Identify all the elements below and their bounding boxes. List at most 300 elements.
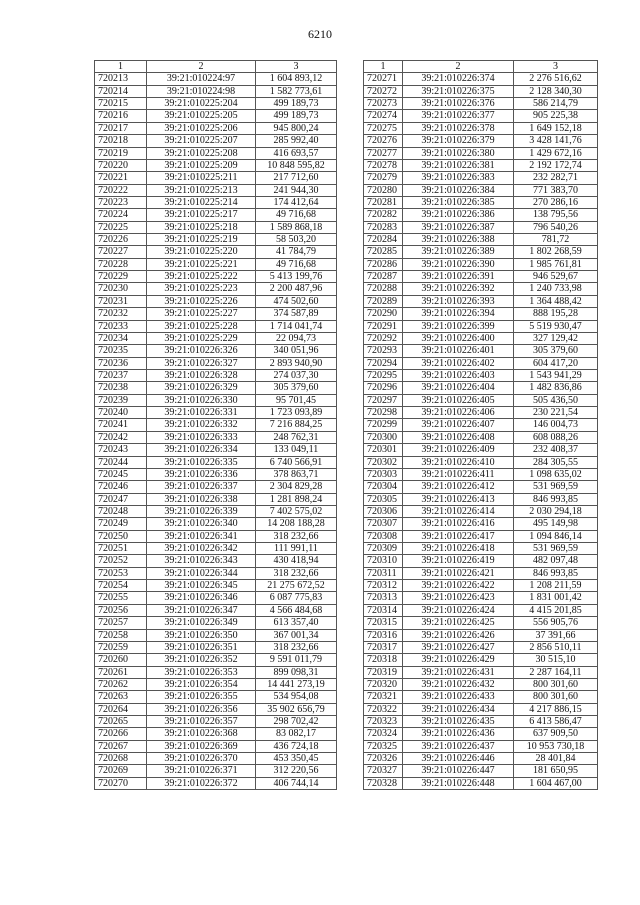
cadastral-number-cell: 39:21:010226:424 <box>403 604 514 616</box>
cadastral-number-cell: 39:21:010226:383 <box>403 172 514 184</box>
table-row <box>95 394 337 406</box>
value-cell: 899 098,31 <box>256 666 337 678</box>
table-row <box>364 753 598 765</box>
record-number-cell: 720283 <box>364 221 403 233</box>
record-number-cell: 720253 <box>95 567 147 579</box>
cadastral-number-cell: 39:21:010226:401 <box>403 345 514 357</box>
cadastral-number-cell: 39:21:010226:410 <box>403 456 514 468</box>
register-table-right <box>363 60 598 790</box>
value-cell: 604 417,20 <box>514 357 598 369</box>
cadastral-number-cell: 39:21:010226:434 <box>403 703 514 715</box>
record-number-cell: 720299 <box>364 419 403 431</box>
column-header: 3 <box>256 61 337 73</box>
cadastral-number-cell: 39:21:010226:344 <box>147 567 256 579</box>
record-number-cell: 720316 <box>364 629 403 641</box>
cadastral-number-cell: 39:21:010224:98 <box>147 85 256 97</box>
value-cell: 1 543 941,29 <box>514 369 598 381</box>
cadastral-number-cell: 39:21:010226:422 <box>403 580 514 592</box>
table-row <box>95 308 337 320</box>
cadastral-number-cell: 39:21:010226:384 <box>403 184 514 196</box>
record-number-cell: 720319 <box>364 666 403 678</box>
record-number-cell: 720314 <box>364 604 403 616</box>
value-cell: 499 189,73 <box>256 98 337 110</box>
cadastral-number-cell: 39:21:010226:380 <box>403 147 514 159</box>
table-row <box>95 493 337 505</box>
value-cell: 499 189,73 <box>256 110 337 122</box>
record-number-cell: 720250 <box>95 530 147 542</box>
record-number-cell: 720278 <box>364 159 403 171</box>
value-cell: 14 208 188,28 <box>256 518 337 530</box>
table-row <box>364 85 598 97</box>
record-number-cell: 720268 <box>95 753 147 765</box>
table-row <box>364 234 598 246</box>
cadastral-number-cell: 39:21:010226:413 <box>403 493 514 505</box>
value-cell: 1 831 001,42 <box>514 592 598 604</box>
cadastral-number-cell: 39:21:010226:331 <box>147 407 256 419</box>
record-number-cell: 720289 <box>364 295 403 307</box>
value-cell: 2 030 294,18 <box>514 505 598 517</box>
value-cell: 846 993,85 <box>514 493 598 505</box>
record-number-cell: 720262 <box>95 678 147 690</box>
value-cell: 28 401,84 <box>514 753 598 765</box>
record-number-cell: 720276 <box>364 135 403 147</box>
column-header: 3 <box>514 61 598 73</box>
table-row <box>364 159 598 171</box>
record-number-cell: 720277 <box>364 147 403 159</box>
record-number-cell: 720270 <box>95 777 147 789</box>
cadastral-number-cell: 39:21:010226:333 <box>147 431 256 443</box>
value-cell: 637 909,50 <box>514 728 598 740</box>
record-number-cell: 720215 <box>95 98 147 110</box>
cadastral-number-cell: 39:21:010226:400 <box>403 332 514 344</box>
table-row <box>95 716 337 728</box>
cadastral-number-cell: 39:21:010225:207 <box>147 135 256 147</box>
column-header: 1 <box>95 61 147 73</box>
table-row <box>95 666 337 678</box>
value-cell: 4 217 886,15 <box>514 703 598 715</box>
record-number-cell: 720240 <box>95 407 147 419</box>
cadastral-number-cell: 39:21:010226:433 <box>403 691 514 703</box>
record-number-cell: 720302 <box>364 456 403 468</box>
value-cell: 83 082,17 <box>256 728 337 740</box>
cadastral-number-cell: 39:21:010226:392 <box>403 283 514 295</box>
value-cell: 771 383,70 <box>514 184 598 196</box>
record-number-cell: 720281 <box>364 196 403 208</box>
cadastral-number-cell: 39:21:010226:418 <box>403 543 514 555</box>
record-number-cell: 720271 <box>364 73 403 85</box>
cadastral-number-cell: 39:21:010226:417 <box>403 530 514 542</box>
table-row <box>364 716 598 728</box>
record-number-cell: 720275 <box>364 122 403 134</box>
value-cell: 5 413 199,76 <box>256 271 337 283</box>
value-cell: 800 301,60 <box>514 678 598 690</box>
cadastral-number-cell: 39:21:010226:341 <box>147 530 256 542</box>
table-row <box>95 85 337 97</box>
record-number-cell: 720238 <box>95 382 147 394</box>
table-row <box>95 641 337 653</box>
record-number-cell: 720220 <box>95 159 147 171</box>
value-cell: 1 714 041,74 <box>256 320 337 332</box>
cadastral-number-cell: 39:21:010226:349 <box>147 617 256 629</box>
record-number-cell: 720312 <box>364 580 403 592</box>
cadastral-number-cell: 39:21:010226:372 <box>147 777 256 789</box>
table-row <box>364 765 598 777</box>
table-row <box>95 654 337 666</box>
cadastral-number-cell: 39:21:010226:355 <box>147 691 256 703</box>
table-row <box>95 209 337 221</box>
cadastral-number-cell: 39:21:010226:374 <box>403 73 514 85</box>
value-cell: 436 724,18 <box>256 740 337 752</box>
record-number-cell: 720315 <box>364 617 403 629</box>
table-row <box>95 320 337 332</box>
cadastral-number-cell: 39:21:010225:205 <box>147 110 256 122</box>
record-number-cell: 720294 <box>364 357 403 369</box>
table-row <box>95 518 337 530</box>
value-cell: 318 232,66 <box>256 530 337 542</box>
cadastral-number-cell: 39:21:010225:208 <box>147 147 256 159</box>
record-number-cell: 720269 <box>95 765 147 777</box>
record-number-cell: 720244 <box>95 456 147 468</box>
value-cell: 174 412,64 <box>256 196 337 208</box>
cadastral-number-cell: 39:21:010226:448 <box>403 777 514 789</box>
value-cell: 298 702,42 <box>256 716 337 728</box>
record-number-cell: 720267 <box>95 740 147 752</box>
table-row <box>364 172 598 184</box>
cadastral-number-cell: 39:21:010226:405 <box>403 394 514 406</box>
cadastral-number-cell: 39:21:010226:330 <box>147 394 256 406</box>
value-cell: 1 240 733,98 <box>514 283 598 295</box>
table-row <box>95 98 337 110</box>
cadastral-number-cell: 39:21:010225:204 <box>147 98 256 110</box>
column-header: 2 <box>147 61 256 73</box>
value-cell: 305 379,60 <box>256 382 337 394</box>
table-row <box>364 592 598 604</box>
table-row <box>95 456 337 468</box>
cadastral-number-cell: 39:21:010226:336 <box>147 468 256 480</box>
value-cell: 2 128 340,30 <box>514 85 598 97</box>
cadastral-number-cell: 39:21:010225:206 <box>147 122 256 134</box>
cadastral-number-cell: 39:21:010226:335 <box>147 456 256 468</box>
table-row <box>364 110 598 122</box>
table-row <box>95 604 337 616</box>
cadastral-number-cell: 39:21:010226:412 <box>403 481 514 493</box>
record-number-cell: 720305 <box>364 493 403 505</box>
value-cell: 416 693,57 <box>256 147 337 159</box>
value-cell: 905 225,38 <box>514 110 598 122</box>
value-cell: 2 287 164,11 <box>514 666 598 678</box>
value-cell: 49 716,68 <box>256 258 337 270</box>
value-cell: 531 969,59 <box>514 481 598 493</box>
record-number-cell: 720242 <box>95 431 147 443</box>
cadastral-number-cell: 39:21:010226:332 <box>147 419 256 431</box>
value-cell: 248 762,31 <box>256 431 337 443</box>
record-number-cell: 720259 <box>95 641 147 653</box>
table-row <box>95 135 337 147</box>
cadastral-number-cell: 39:21:010226:419 <box>403 555 514 567</box>
record-number-cell: 720311 <box>364 567 403 579</box>
table-row <box>364 629 598 641</box>
table-row <box>364 654 598 666</box>
cadastral-number-cell: 39:21:010226:431 <box>403 666 514 678</box>
record-number-cell: 720236 <box>95 357 147 369</box>
cadastral-number-cell: 39:21:010226:357 <box>147 716 256 728</box>
table-row <box>95 431 337 443</box>
table-row <box>95 234 337 246</box>
cadastral-number-cell: 39:21:010225:217 <box>147 209 256 221</box>
cadastral-number-cell: 39:21:010226:369 <box>147 740 256 752</box>
record-number-cell: 720222 <box>95 184 147 196</box>
table-row <box>364 419 598 431</box>
record-number-cell: 720298 <box>364 407 403 419</box>
cadastral-number-cell: 39:21:010226:429 <box>403 654 514 666</box>
cadastral-number-cell: 39:21:010226:435 <box>403 716 514 728</box>
cadastral-number-cell: 39:21:010226:437 <box>403 740 514 752</box>
value-cell: 1 281 898,24 <box>256 493 337 505</box>
table-row <box>364 258 598 270</box>
cadastral-number-cell: 39:21:010226:371 <box>147 765 256 777</box>
cadastral-number-cell: 39:21:010226:387 <box>403 221 514 233</box>
value-cell: 284 305,55 <box>514 456 598 468</box>
record-number-cell: 720279 <box>364 172 403 184</box>
cadastral-number-cell: 39:21:010226:346 <box>147 592 256 604</box>
table-row <box>95 678 337 690</box>
value-cell: 312 220,56 <box>256 765 337 777</box>
table-row <box>95 592 337 604</box>
table-row <box>364 493 598 505</box>
record-number-cell: 720287 <box>364 271 403 283</box>
cadastral-number-cell: 39:21:010226:368 <box>147 728 256 740</box>
table-row <box>364 345 598 357</box>
value-cell: 1 589 868,18 <box>256 221 337 233</box>
record-number-cell: 720323 <box>364 716 403 728</box>
value-cell: 534 954,08 <box>256 691 337 703</box>
value-cell: 35 902 656,79 <box>256 703 337 715</box>
table-row <box>364 332 598 344</box>
record-number-cell: 720261 <box>95 666 147 678</box>
cadastral-number-cell: 39:21:010226:381 <box>403 159 514 171</box>
value-cell: 274 037,30 <box>256 369 337 381</box>
value-cell: 217 712,60 <box>256 172 337 184</box>
value-cell: 21 275 672,52 <box>256 580 337 592</box>
value-cell: 285 992,40 <box>256 135 337 147</box>
record-number-cell: 720290 <box>364 308 403 320</box>
cadastral-number-cell: 39:21:010226:356 <box>147 703 256 715</box>
record-number-cell: 720246 <box>95 481 147 493</box>
value-cell: 406 744,14 <box>256 777 337 789</box>
record-number-cell: 720300 <box>364 431 403 443</box>
value-cell: 10 848 595,82 <box>256 159 337 171</box>
record-number-cell: 720325 <box>364 740 403 752</box>
table-row <box>95 629 337 641</box>
cadastral-number-cell: 39:21:010226:388 <box>403 234 514 246</box>
record-number-cell: 720230 <box>95 283 147 295</box>
table-row <box>364 456 598 468</box>
cadastral-number-cell: 39:21:010225:228 <box>147 320 256 332</box>
record-number-cell: 720292 <box>364 332 403 344</box>
value-cell: 613 357,40 <box>256 617 337 629</box>
table-row <box>95 246 337 258</box>
value-cell: 95 701,45 <box>256 394 337 406</box>
record-number-cell: 720266 <box>95 728 147 740</box>
table-row <box>364 481 598 493</box>
record-number-cell: 720233 <box>95 320 147 332</box>
cadastral-number-cell: 39:21:010226:377 <box>403 110 514 122</box>
value-cell: 7 216 884,25 <box>256 419 337 431</box>
cadastral-number-cell: 39:21:010226:376 <box>403 98 514 110</box>
cadastral-number-cell: 39:21:010226:378 <box>403 122 514 134</box>
cadastral-number-cell: 39:21:010226:427 <box>403 641 514 653</box>
table-row <box>95 258 337 270</box>
record-number-cell: 720221 <box>95 172 147 184</box>
table-row <box>364 135 598 147</box>
record-number-cell: 720241 <box>95 419 147 431</box>
value-cell: 49 716,68 <box>256 209 337 221</box>
value-cell: 2 200 487,96 <box>256 283 337 295</box>
table-row <box>364 555 598 567</box>
value-cell: 14 441 273,19 <box>256 678 337 690</box>
value-cell: 796 540,26 <box>514 221 598 233</box>
record-number-cell: 720306 <box>364 505 403 517</box>
table-row <box>364 468 598 480</box>
record-number-cell: 720327 <box>364 765 403 777</box>
value-cell: 1 482 836,86 <box>514 382 598 394</box>
cadastral-number-cell: 39:21:010226:350 <box>147 629 256 641</box>
table-row <box>95 283 337 295</box>
record-number-cell: 720328 <box>364 777 403 789</box>
cadastral-number-cell: 39:21:010226:411 <box>403 468 514 480</box>
table-row <box>364 283 598 295</box>
table-row <box>95 468 337 480</box>
record-number-cell: 720226 <box>95 234 147 246</box>
value-cell: 133 049,11 <box>256 444 337 456</box>
table-row <box>95 295 337 307</box>
value-cell: 318 232,66 <box>256 567 337 579</box>
table-row <box>364 98 598 110</box>
table-row <box>364 407 598 419</box>
record-number-cell: 720265 <box>95 716 147 728</box>
value-cell: 2 304 829,28 <box>256 481 337 493</box>
table-row <box>364 740 598 752</box>
table-row <box>95 147 337 159</box>
value-cell: 30 515,10 <box>514 654 598 666</box>
record-number-cell: 720272 <box>364 85 403 97</box>
record-number-cell: 720297 <box>364 394 403 406</box>
cadastral-number-cell: 39:21:010226:447 <box>403 765 514 777</box>
value-cell: 138 795,56 <box>514 209 598 221</box>
cadastral-number-cell: 39:21:010226:385 <box>403 196 514 208</box>
table-row <box>95 765 337 777</box>
record-number-cell: 720225 <box>95 221 147 233</box>
cadastral-number-cell: 39:21:010225:219 <box>147 234 256 246</box>
column-header: 2 <box>403 61 514 73</box>
record-number-cell: 720214 <box>95 85 147 97</box>
record-number-cell: 720229 <box>95 271 147 283</box>
record-number-cell: 720295 <box>364 369 403 381</box>
table-row <box>95 444 337 456</box>
table-row <box>95 184 337 196</box>
cadastral-number-cell: 39:21:010225:209 <box>147 159 256 171</box>
record-number-cell: 720320 <box>364 678 403 690</box>
table-row <box>95 580 337 592</box>
cadastral-number-cell: 39:21:010225:218 <box>147 221 256 233</box>
table-row <box>95 271 337 283</box>
table-row <box>95 172 337 184</box>
record-number-cell: 720248 <box>95 505 147 517</box>
table-row <box>95 122 337 134</box>
cadastral-number-cell: 39:21:010225:227 <box>147 308 256 320</box>
table-row <box>364 543 598 555</box>
record-number-cell: 720245 <box>95 468 147 480</box>
value-cell: 181 650,95 <box>514 765 598 777</box>
value-cell: 367 001,34 <box>256 629 337 641</box>
record-number-cell: 720274 <box>364 110 403 122</box>
value-cell: 4 415 201,85 <box>514 604 598 616</box>
cadastral-number-cell: 39:21:010226:354 <box>147 678 256 690</box>
cadastral-number-cell: 39:21:010226:432 <box>403 678 514 690</box>
table-row <box>95 73 337 85</box>
cadastral-number-cell: 39:21:010226:375 <box>403 85 514 97</box>
cadastral-number-cell: 39:21:010226:327 <box>147 357 256 369</box>
table-row <box>364 728 598 740</box>
table-row <box>95 543 337 555</box>
table-row <box>95 221 337 233</box>
cadastral-number-cell: 39:21:010226:326 <box>147 345 256 357</box>
cadastral-number-cell: 39:21:010226:407 <box>403 419 514 431</box>
record-number-cell: 720227 <box>95 246 147 258</box>
table-row <box>364 518 598 530</box>
table-row <box>364 431 598 443</box>
value-cell: 6 740 566,91 <box>256 456 337 468</box>
record-number-cell: 720223 <box>95 196 147 208</box>
cadastral-number-cell: 39:21:010226:334 <box>147 444 256 456</box>
value-cell: 9 591 011,79 <box>256 654 337 666</box>
value-cell: 1 723 093,89 <box>256 407 337 419</box>
value-cell: 430 418,94 <box>256 555 337 567</box>
value-cell: 608 088,26 <box>514 431 598 443</box>
cadastral-number-cell: 39:21:010226:390 <box>403 258 514 270</box>
record-number-cell: 720239 <box>95 394 147 406</box>
value-cell: 1 098 635,02 <box>514 468 598 480</box>
record-number-cell: 720254 <box>95 580 147 592</box>
value-cell: 327 129,42 <box>514 332 598 344</box>
cadastral-number-cell: 39:21:010226:339 <box>147 505 256 517</box>
table-row <box>364 394 598 406</box>
page-number: 6210 <box>308 27 332 41</box>
value-cell: 374 587,89 <box>256 308 337 320</box>
cadastral-number-cell: 39:21:010226:386 <box>403 209 514 221</box>
record-number-cell: 720322 <box>364 703 403 715</box>
table-row <box>95 357 337 369</box>
value-cell: 505 436,50 <box>514 394 598 406</box>
value-cell: 946 529,67 <box>514 271 598 283</box>
record-number-cell: 720219 <box>95 147 147 159</box>
table-row <box>364 444 598 456</box>
record-number-cell: 720237 <box>95 369 147 381</box>
value-cell: 482 097,48 <box>514 555 598 567</box>
record-number-cell: 720273 <box>364 98 403 110</box>
record-number-cell: 720260 <box>95 654 147 666</box>
record-number-cell: 720291 <box>364 320 403 332</box>
cadastral-number-cell: 39:21:010226:391 <box>403 271 514 283</box>
cadastral-number-cell: 39:21:010226:414 <box>403 505 514 517</box>
table-row <box>364 147 598 159</box>
cadastral-number-cell: 39:21:010226:328 <box>147 369 256 381</box>
table-row <box>364 221 598 233</box>
cadastral-number-cell: 39:21:010226:347 <box>147 604 256 616</box>
table-row <box>364 184 598 196</box>
cadastral-number-cell: 39:21:010225:222 <box>147 271 256 283</box>
table-row <box>364 357 598 369</box>
